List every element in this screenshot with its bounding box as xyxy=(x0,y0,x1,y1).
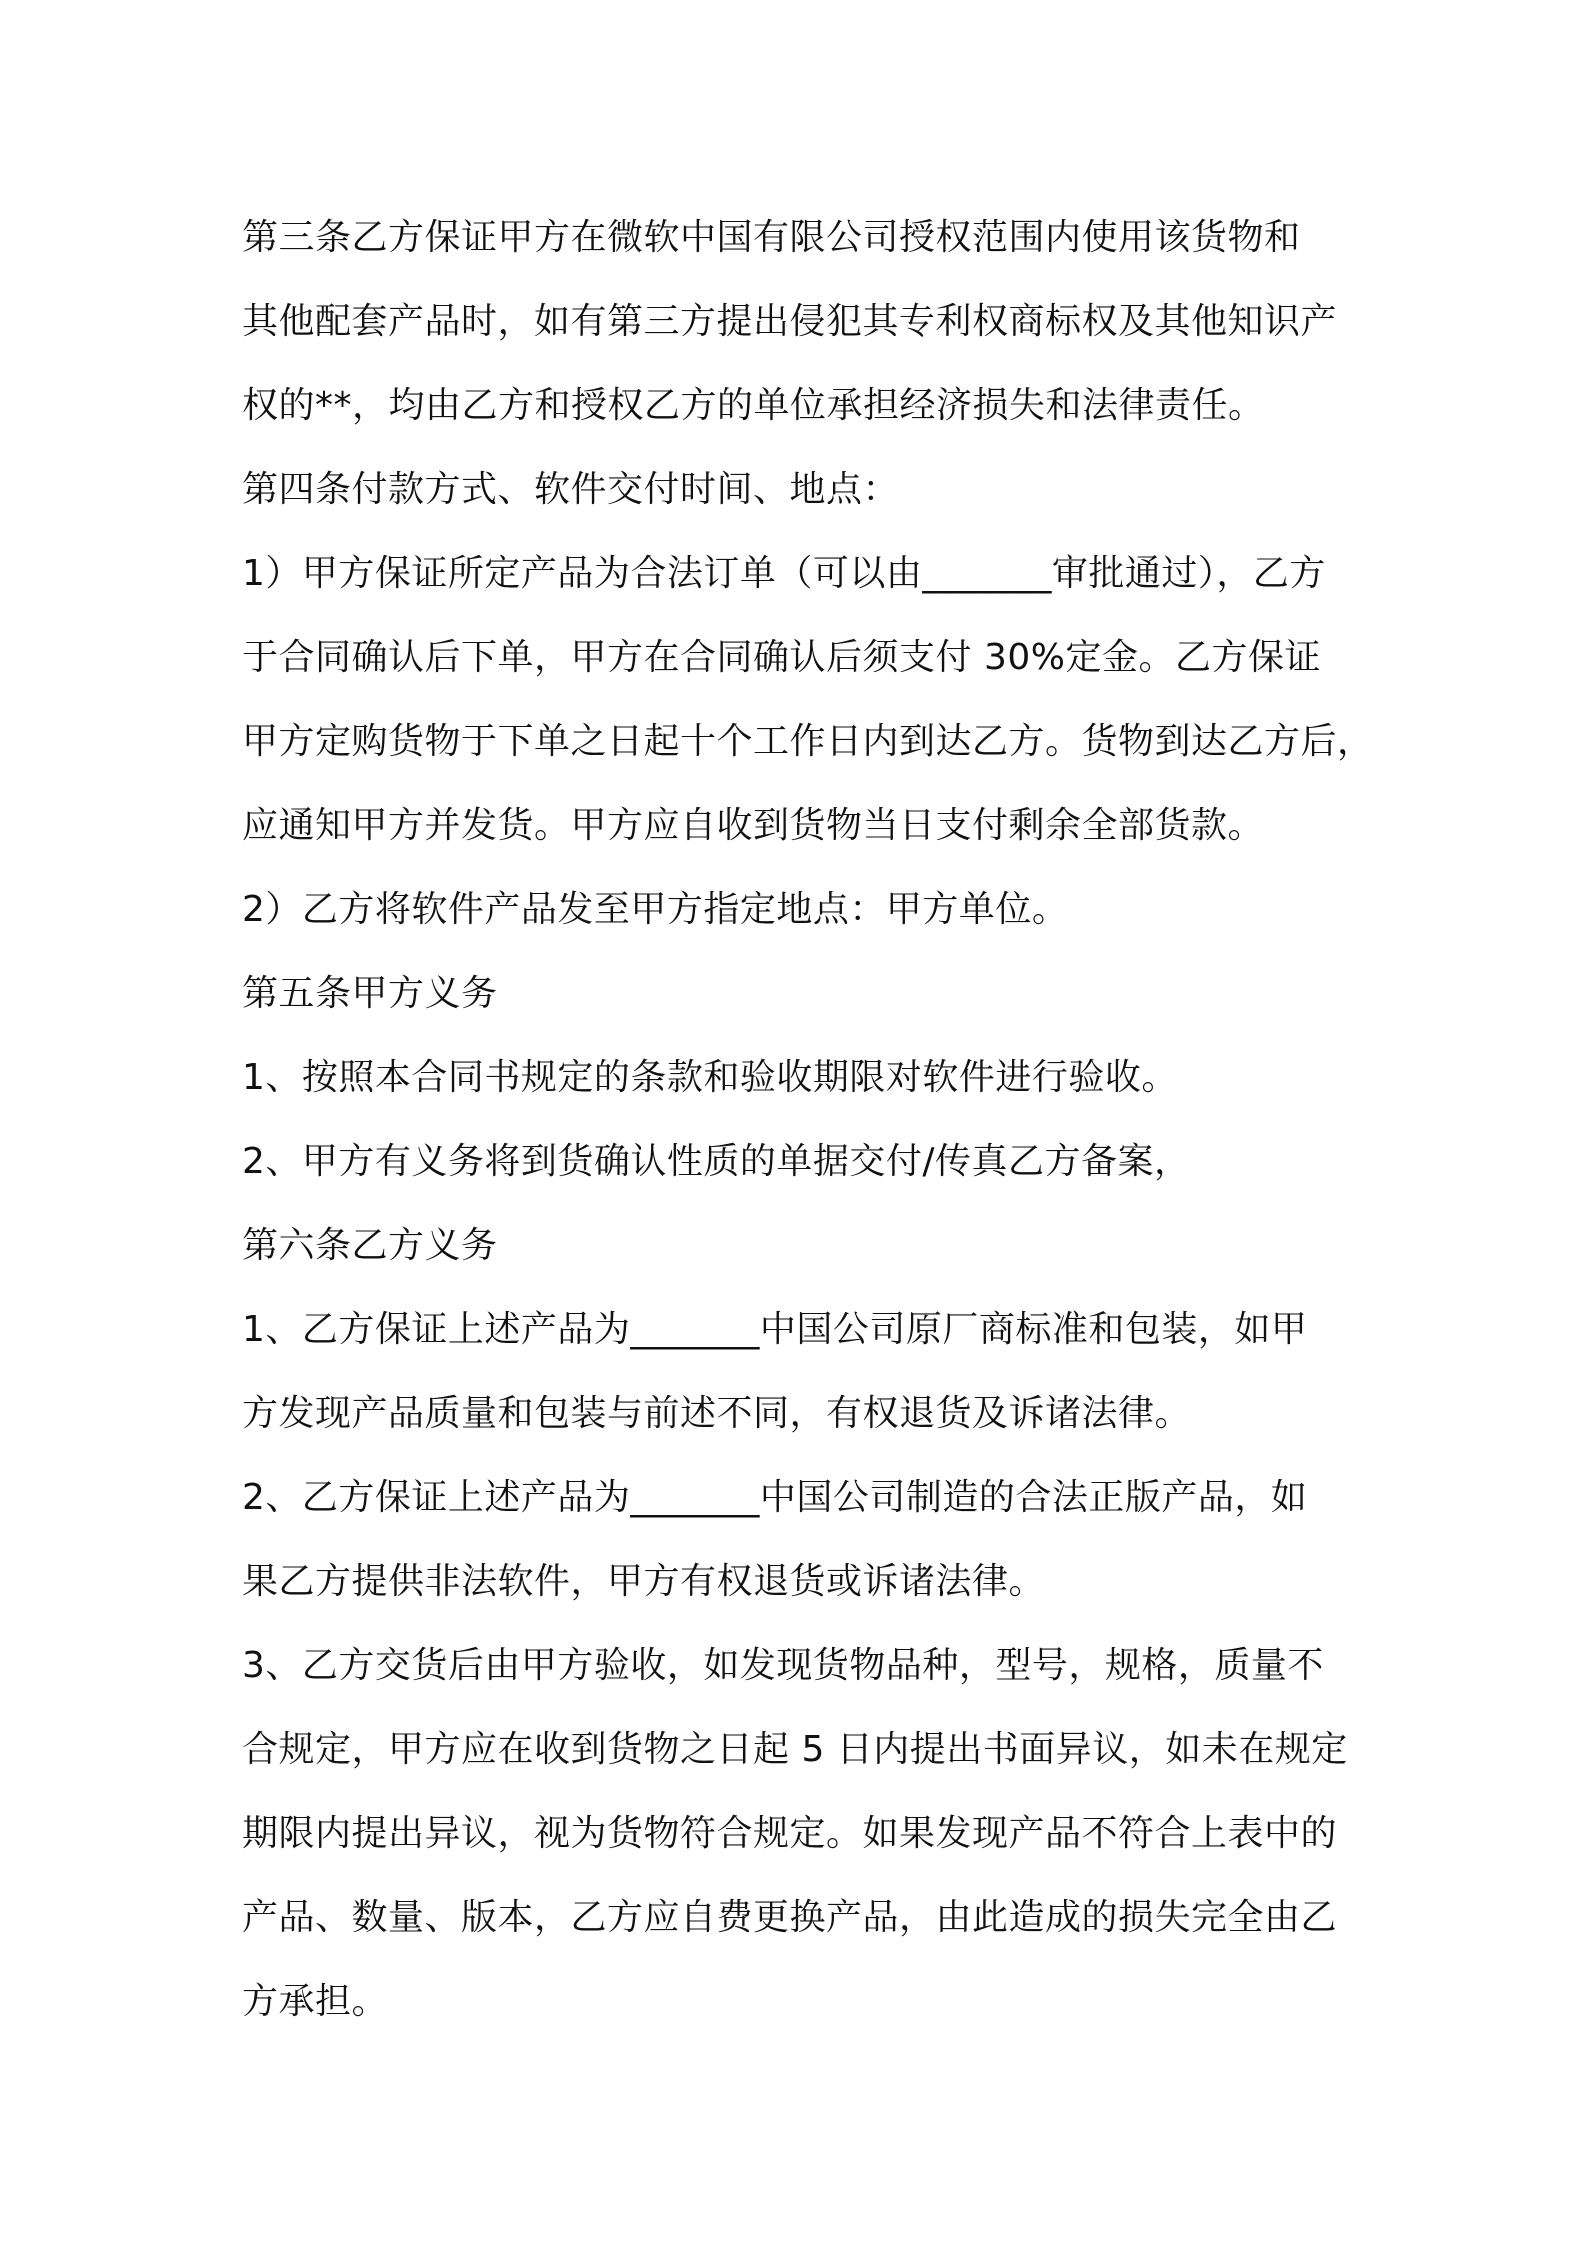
text-line: 方承担。 xyxy=(242,1981,389,2022)
text-line: 2）乙方将软件产品发至甲方指定地点：甲方单位。 xyxy=(242,889,1069,930)
text-line: 3、乙方交货后由甲方验收，如发现货物品种，型号，规格，质量不 xyxy=(242,1645,1324,1686)
section-heading: 第四条付款方式、软件交付时间、地点： xyxy=(242,469,900,510)
text-line: 第三条乙方保证甲方在微软中国有限公司授权范围内使用该货物和 xyxy=(242,217,1301,258)
text-line: 2、乙方保证上述产品为_______中国公司制造的合法正版产品，如 xyxy=(242,1477,1308,1518)
text-line: 1、乙方保证上述产品为_______中国公司原厂商标准和包装，如甲 xyxy=(242,1309,1308,1350)
text-line: 产品、数量、版本，乙方应自费更换产品，由此造成的损失完全由乙 xyxy=(242,1897,1338,1938)
text-line: 应通知甲方并发货。甲方应自收到货物当日支付剩余全部货款。 xyxy=(242,805,1265,846)
text-line: 合规定，甲方应在收到货物之日起 5 日内提出书面异议，如未在规定 xyxy=(242,1729,1348,1770)
text-line: 2、甲方有义务将到货确认性质的单据交付/传真乙方备案， xyxy=(242,1141,1191,1182)
text-line: 1、按照本合同书规定的条款和验收期限对软件进行验收。 xyxy=(242,1057,1178,1098)
text-line: 甲方定购货物于下单之日起十个工作日内到达乙方。货物到达乙方后， xyxy=(242,721,1374,762)
section-heading: 第六条乙方义务 xyxy=(242,1225,498,1266)
text-line: 1）甲方保证所定产品为合法订单（可以由_______审批通过），乙方 xyxy=(242,553,1326,594)
section-heading: 第五条甲方义务 xyxy=(242,973,498,1014)
text-line: 果乙方提供非法软件，甲方有权退货或诉诸法律。 xyxy=(242,1561,1046,1602)
text-line: 其他配套产品时，如有第三方提出侵犯其专利权商标权及其他知识产 xyxy=(242,301,1338,342)
document-body xyxy=(242,196,1374,2044)
text-line: 方发现产品质量和包装与前述不同，有权退货及诉诸法律。 xyxy=(242,1393,1192,1434)
text-line: 期限内提出异议，视为货物符合规定。如果发现产品不符合上表中的 xyxy=(242,1813,1338,1854)
text-line: 于合同确认后下单，甲方在合同确认后须支付 30%定金。乙方保证 xyxy=(242,637,1321,678)
text-line: 权的**，均由乙方和授权乙方的单位承担经济损失和法律责任。 xyxy=(242,385,1265,426)
